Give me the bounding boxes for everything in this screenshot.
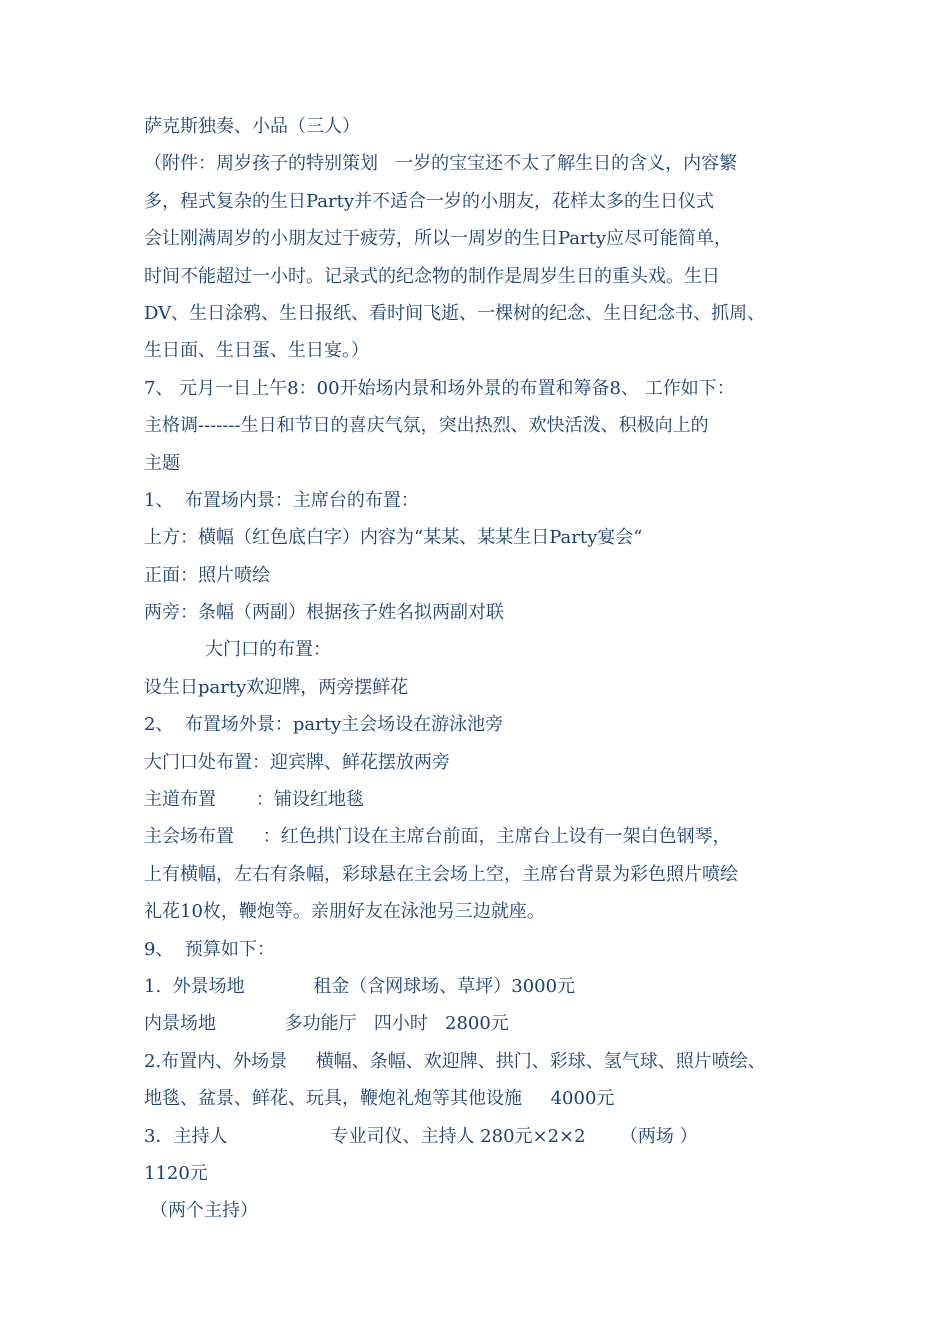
- text-line-16: 设生日party欢迎牌，两旁摆鲜花: [144, 676, 409, 698]
- text-line-8: 7、 元月一日上午8：00开始场内景和场外景的布置和筹备8、 工作如下：: [144, 377, 735, 399]
- text-line-2: （附件：周岁孩子的特别策划 一岁的宝宝还不太了解生日的含义，内容繁: [144, 153, 738, 175]
- text-line-19: 主道布置 ：铺设红地毯: [144, 789, 365, 811]
- text-line-4: 会让刚满周岁的小朋友过于疲劳，所以一周岁的生日Party应尽可能简单，: [144, 228, 733, 250]
- text-line-26: 2.布置内、外场景 横幅、条幅、欢迎牌、拱门、彩球、氢气球、照片喷绘、: [144, 1050, 766, 1072]
- text-line-20: 主会场布置 ：红色拱门设在主席台前面，主席台上设有一架白色钢琴，: [144, 826, 731, 848]
- text-line-21: 上有横幅，左右有条幅，彩球悬在主会场上空，主席台背景为彩色照片喷绘: [144, 863, 738, 885]
- text-line-15: 大门口的布置：: [205, 639, 331, 661]
- text-line-27: 地毯、盆景、鲜花、玩具，鞭炮礼炮等其他设施 4000元: [144, 1088, 615, 1110]
- text-line-29: 1120元: [144, 1162, 208, 1184]
- text-line-22: 礼花10枚，鞭炮等。亲朋好友在泳池另三边就座。: [144, 901, 545, 923]
- text-line-3: 多，程式复杂的生日Party并不适合一岁的小朋友，花样太多的生日仪式: [144, 190, 715, 212]
- text-line-9: 主格调-------生日和节日的喜庆气氛，突出热烈、欢快活泼、积极向上的: [144, 415, 709, 437]
- text-line-10: 主题: [144, 452, 180, 474]
- text-line-5: 时间不能超过一小时。记录式的纪念物的制作是周岁生日的重头戏。生日: [144, 265, 720, 287]
- text-line-18: 大门口处布置：迎宾牌、鲜花摆放两旁: [144, 751, 450, 773]
- text-line-1: 萨克斯独奏、小品（三人）: [144, 116, 360, 137]
- document-body: [144, 108, 824, 1230]
- text-line-11: 1、 布置场内景：主席台的布置：: [144, 489, 419, 511]
- text-line-28: 3．主持人 专业司仪、主持人 280元×2×2 （两场 ）: [144, 1125, 698, 1147]
- text-line-13: 正面：照片喷绘: [144, 564, 270, 586]
- text-line-23: 9、 预算如下：: [144, 938, 275, 960]
- text-line-12: 上方：横幅（红色底白字）内容为“某某、某某生日Party宴会“: [144, 527, 643, 549]
- text-line-30: （两个主持）: [150, 1200, 258, 1222]
- text-line-24: 1. 外景场地 租金（含网球场、草坪）3000元: [144, 975, 576, 997]
- text-line-17: 2、 布置场外景：party主会场设在游泳池旁: [144, 714, 504, 736]
- text-line-14: 两旁：条幅（两副）根据孩子姓名拟两副对联: [144, 602, 504, 624]
- text-line-25: 内景场地 多功能厅 四小时 2800元: [144, 1013, 509, 1035]
- text-line-6: DV、生日涂鸦、生日报纸、看时间飞逝、一棵树的纪念、生日纪念书、抓周、: [144, 302, 766, 324]
- text-line-7: 生日面、生日蛋、生日宴。）: [144, 340, 369, 362]
